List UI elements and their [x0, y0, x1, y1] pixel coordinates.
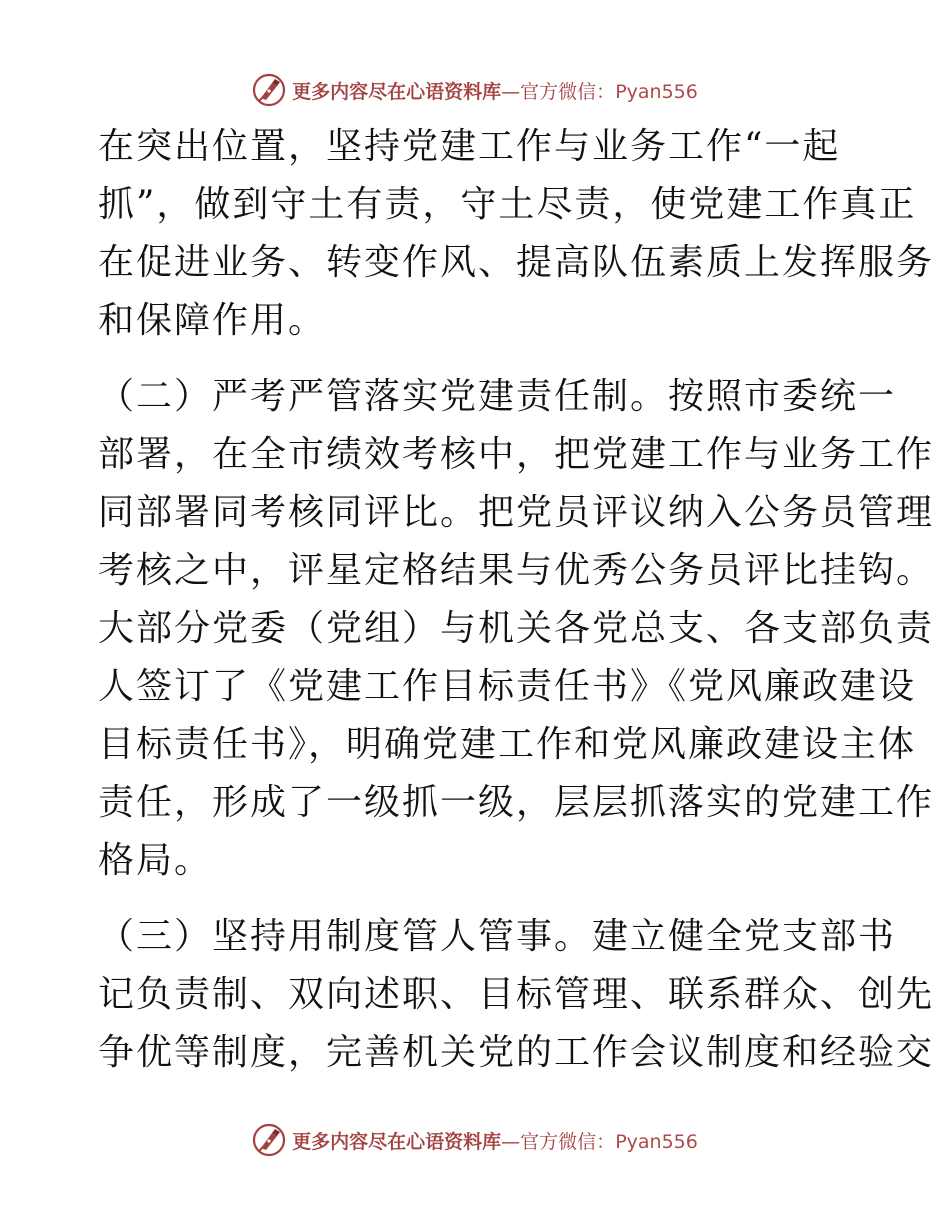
footer-handle: Pyan556	[615, 1130, 698, 1153]
footer-banner-text	[292, 1127, 698, 1154]
text-line: 在突出位置，坚持党建工作与业务工作“一起	[98, 126, 841, 167]
paragraph-3	[98, 908, 935, 1082]
header-handle: Pyan556	[615, 80, 698, 103]
pen-nib-logo-icon	[252, 1123, 286, 1157]
pen-nib-logo-icon	[252, 73, 286, 107]
paragraph-2	[98, 368, 935, 890]
header-contact-label: 官方微信：	[520, 80, 616, 103]
text-line: （三）坚持用制度管人管事。建立健全党支部书	[98, 916, 897, 957]
text-line: 抓”，做到守土有责，守土尽责，使党建工作真正	[98, 184, 917, 225]
footer-contact-label: 官方微信：	[520, 1130, 616, 1153]
footer-banner	[0, 1120, 950, 1160]
paragraph-spacer	[98, 350, 858, 368]
document-body	[98, 118, 935, 1082]
text-line: 争优等制度，完善机关党的工作会议制度和经验交	[98, 1032, 935, 1073]
text-line: 考核之中，评星定格结果与优秀公务员评比挂钩。	[98, 550, 935, 591]
text-line: 和保障作用。	[98, 300, 327, 341]
text-line: 人签订了《党建工作目标责任书》《党风廉政建设	[98, 666, 917, 707]
text-line: 记负责制、双向述职、目标管理、联系群众、创先	[98, 974, 935, 1015]
paragraph-spacer	[98, 890, 858, 908]
text-line: 在促进业务、转变作风、提高队伍素质上发挥服务	[98, 242, 935, 283]
footer-separator: —	[501, 1130, 521, 1153]
header-banner	[0, 70, 950, 110]
text-line: 责任，形成了一级抓一级，层层抓落实的党建工作	[98, 782, 935, 823]
text-line: 格局。	[98, 840, 213, 881]
paragraph-1	[98, 118, 935, 350]
text-line: 大部分党委（党组）与机关各党总支、各支部负责	[98, 608, 935, 649]
footer-site-text: 更多内容尽在心语资料库	[292, 1130, 502, 1153]
header-banner-text	[292, 77, 698, 104]
header-site-text: 更多内容尽在心语资料库	[292, 80, 502, 103]
text-line: （二）严考严管落实党建责任制。按照市委统一	[98, 376, 897, 417]
text-line: 同部署同考核同评比。把党员评议纳入公务员管理	[98, 492, 935, 533]
text-line: 部署，在全市绩效考核中，把党建工作与业务工作	[98, 434, 935, 475]
text-line: 目标责任书》，明确党建工作和党风廉政建设主体	[98, 724, 917, 765]
header-separator: —	[501, 80, 521, 103]
